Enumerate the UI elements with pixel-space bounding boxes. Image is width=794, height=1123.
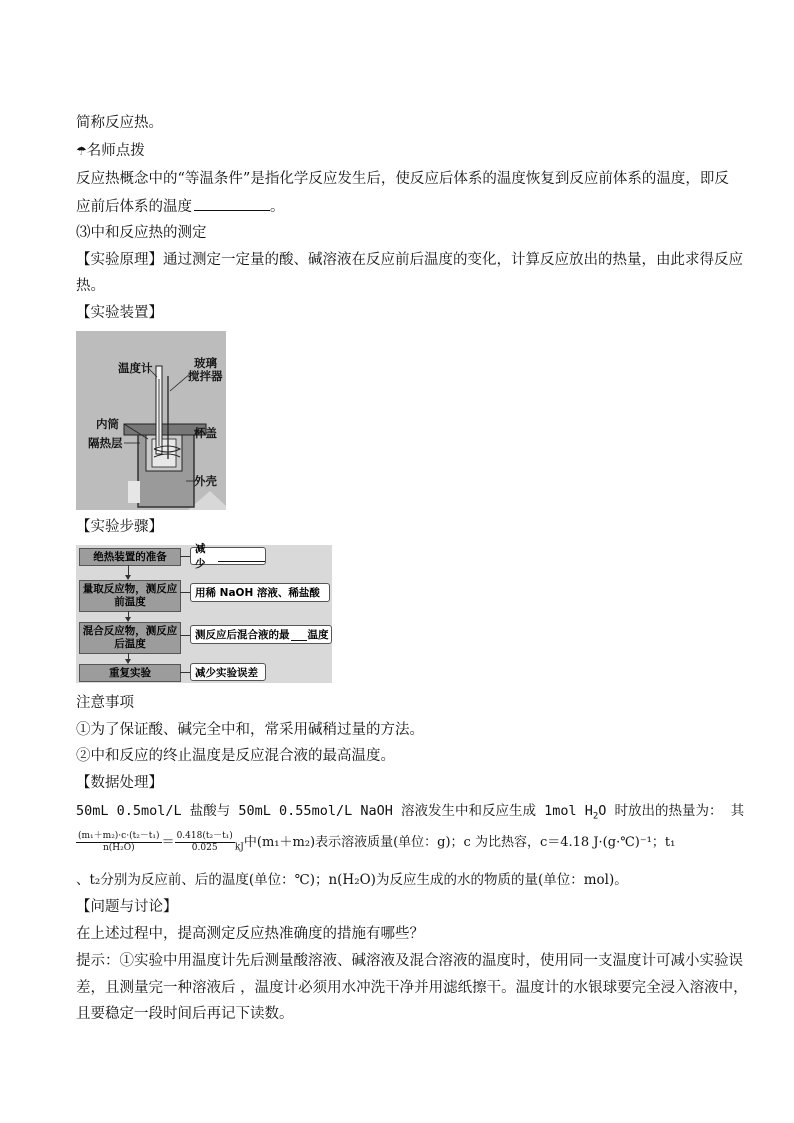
- step-2-note: 用稀 NaOH 溶液、稀盐酸: [190, 583, 330, 602]
- connector: [180, 635, 190, 636]
- label-insulation: 隔热层: [88, 436, 123, 450]
- text-line-1: 简称反应热。: [76, 115, 163, 131]
- data-line-1-text: 50mL 0.5mol/L 盐酸与 50mL 0.55mol/L NaOH 溶液发生中和反应生成 1mol H: [76, 803, 593, 819]
- arrow-down-icon: [128, 653, 129, 663]
- data-line-1: [76, 801, 745, 827]
- principle-line-2: 热。: [76, 278, 105, 294]
- frac-1-numerator: (m₁＋m₂)·c·(t₂－t₁): [78, 831, 160, 841]
- data-line-1-sub: 2: [592, 811, 599, 822]
- connector: [180, 592, 190, 593]
- data-heading: 【数据处理】: [76, 775, 163, 791]
- step-4-box: 重复实验: [79, 664, 181, 682]
- text-line-4: [76, 196, 720, 217]
- step-2-box: 量取反应物，测反应前温度: [79, 580, 181, 612]
- step-1-note: [190, 543, 266, 570]
- apparatus-figure: [76, 331, 226, 510]
- label-shell: 外壳: [194, 474, 217, 488]
- step-3-blank[interactable]: [291, 629, 307, 641]
- connector: [180, 672, 190, 673]
- text-line-4-end: 。: [270, 199, 285, 215]
- frac-2-numerator: 0.418(t₂－t₁): [176, 831, 233, 841]
- tip-label: 名师点拨: [86, 143, 145, 159]
- formula-fraction-1: [76, 831, 162, 854]
- label-inner-can: 内筒: [96, 417, 119, 431]
- discussion-heading: 【问题与讨论】: [76, 899, 178, 915]
- formula-unit: kJ: [234, 842, 244, 853]
- text-line-3: 反应热概念中的“等温条件”是指化学反应发生后，使反应后体系的温度恢复到反应前体系的温度，即反: [76, 171, 729, 187]
- hint-line-2: 差，且测量完一种溶液后 ，温度计必须用水冲洗干净并用滤纸擦干。温度计的水银球要完全浸入溶液中，: [76, 980, 748, 996]
- section-heading: ⑶中和反应热的测定: [76, 225, 207, 241]
- apparatus-heading: 【实验装置】: [76, 305, 163, 321]
- tip-icon: ☂: [76, 144, 87, 158]
- frac-2-denominator: 0.025: [191, 843, 218, 853]
- note-2: ②中和反应的终止温度是反应混合液的最高温度。: [76, 748, 395, 764]
- formula-fraction-2: [175, 831, 235, 854]
- step-3-note-b: 温度: [307, 629, 329, 641]
- frac-1-denominator: n(H₂O): [102, 843, 135, 853]
- arrow-down-icon: [128, 611, 129, 621]
- tip-heading: [76, 141, 720, 161]
- question: 在上述过程中，提高测定反应热准确度的措施有哪些？: [76, 926, 424, 942]
- notes-heading: 注意事项: [76, 695, 134, 711]
- step-1-box: 绝热装置的准备: [79, 548, 181, 566]
- formula-line: [76, 828, 720, 858]
- formula-text: 中(m₁＋m₂)表示溶液质量(单位：g)；c 为比热容，c＝4.18 J·(g·℃)⁻¹；t₁: [243, 835, 676, 850]
- label-thermometer: 温度计: [118, 361, 153, 375]
- label-stirrer-1: 玻璃: [194, 356, 217, 370]
- data-line-3: 、t₂分别为反应前、后的温度(单位：℃)；n(H₂O)为反应生成的水的物质的量(单位：mol)。: [76, 872, 628, 888]
- steps-flowchart: [76, 545, 332, 683]
- hint-line-3: 且要稳定一段时间后再记下读数。: [76, 1006, 294, 1022]
- formula-equals: ＝: [161, 835, 175, 850]
- note-1: ①为了保证酸、碱完全中和，常采用碱稍过量的方法。: [76, 722, 424, 738]
- label-stirrer-2: 搅拌器: [188, 369, 223, 383]
- step-4-note: 减少实验误差: [190, 663, 266, 681]
- text-line-4-start: 应前后体系的温度: [76, 199, 192, 215]
- steps-heading: 【实验步骤】: [76, 519, 163, 535]
- label-lid: 杯盖: [194, 426, 217, 440]
- step-1-blank[interactable]: [218, 550, 265, 562]
- principle-line-1: 【实验原理】通过测定一定量的酸、碱溶液在反应前后温度的变化，计算反应放出的热量，由此求得反应: [76, 252, 743, 268]
- step-3-note: [190, 625, 332, 644]
- fill-blank[interactable]: [194, 196, 270, 211]
- step-1-note-text: 减少: [195, 543, 206, 570]
- step-3-box: 混合反应物，测反应后温度: [79, 622, 181, 654]
- data-line-1-end: O 时放出的热量为： 其: [598, 803, 745, 819]
- hint-line-1: 提示：①实验中用温度计先后测量酸溶液、碱溶液及混合溶液的温度时，使用同一支温度计可减小实验误: [76, 953, 743, 969]
- step-3-note-a: 测反应后混合液的最: [195, 629, 290, 641]
- connector: [180, 556, 190, 557]
- arrow-down-icon: [128, 565, 129, 579]
